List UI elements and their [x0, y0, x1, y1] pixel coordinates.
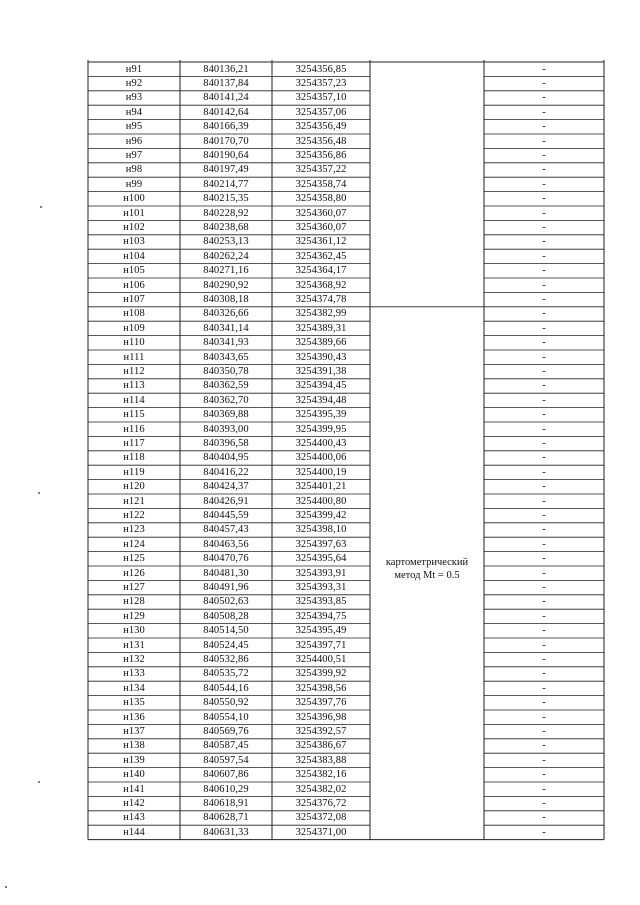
point-id: н138	[123, 740, 145, 752]
point-id: н93	[125, 92, 143, 104]
coord-y: 3254382,02	[295, 783, 347, 795]
error-value: -	[542, 409, 546, 421]
coord-x: 840610,29	[203, 783, 249, 795]
point-id: н120	[123, 481, 145, 493]
point-id: н122	[123, 509, 145, 521]
coord-x: 840554,10	[203, 711, 249, 723]
coord-y: 3254358,80	[295, 193, 347, 205]
coord-y: 3254393,91	[295, 567, 347, 579]
coord-x: 840190,64	[203, 149, 249, 161]
coord-x: 840470,76	[203, 553, 249, 565]
coord-y: 3254393,85	[295, 596, 347, 608]
coord-y: 3254394,45	[295, 380, 347, 392]
error-value: -	[542, 106, 546, 118]
coord-y: 3254382,16	[295, 769, 347, 781]
coord-y: 3254399,42	[295, 509, 347, 521]
error-value: -	[542, 250, 546, 262]
error-value: -	[542, 610, 546, 622]
error-value: -	[542, 567, 546, 579]
point-id: н115	[123, 409, 145, 421]
coord-y: 3254360,07	[295, 207, 347, 219]
coord-y: 3254356,85	[295, 63, 347, 75]
coord-x: 840369,88	[203, 409, 249, 421]
point-id: н100	[123, 193, 145, 205]
coord-y: 3254395,39	[295, 409, 347, 421]
coord-y: 3254394,48	[295, 394, 347, 406]
coord-x: 840362,59	[203, 380, 249, 392]
point-id: н112	[123, 365, 145, 377]
method-line-1: картометрический	[385, 557, 469, 568]
coord-y: 3254357,10	[295, 92, 347, 104]
coord-y: 3254395,64	[295, 553, 347, 565]
point-id: н125	[123, 553, 145, 565]
point-id: н92	[125, 77, 143, 89]
error-value: -	[542, 668, 546, 680]
error-value: -	[542, 783, 546, 795]
error-value: -	[542, 236, 546, 248]
coord-y: 3254397,63	[295, 538, 347, 550]
coord-y: 3254394,75	[295, 610, 347, 622]
point-id: н110	[123, 337, 145, 349]
error-value: -	[542, 581, 546, 593]
point-id: н132	[123, 653, 145, 665]
coord-y: 3254364,17	[295, 265, 347, 277]
coord-y: 3254357,23	[295, 77, 347, 89]
error-value: -	[542, 178, 546, 190]
scan-speck	[40, 206, 42, 208]
scan-speck	[5, 886, 7, 888]
coord-x: 840491,96	[203, 581, 249, 593]
point-id: н123	[123, 524, 145, 536]
coord-x: 840238,68	[203, 221, 249, 233]
point-id: н137	[123, 725, 145, 737]
point-id: н104	[123, 250, 145, 262]
point-id: н135	[123, 697, 145, 709]
error-value: -	[542, 207, 546, 219]
error-value: -	[542, 279, 546, 291]
coord-x: 840362,70	[203, 394, 249, 406]
coord-y: 3254368,92	[295, 279, 347, 291]
error-value: -	[542, 797, 546, 809]
coord-x: 840215,35	[203, 193, 249, 205]
error-value: -	[542, 221, 546, 233]
error-value: -	[542, 265, 546, 277]
point-id: н141	[123, 783, 145, 795]
error-value: -	[542, 293, 546, 305]
coord-y: 3254399,92	[295, 668, 347, 680]
error-value: -	[542, 481, 546, 493]
coord-y: 3254400,80	[295, 495, 347, 507]
error-value: -	[542, 337, 546, 349]
coord-x: 840445,59	[203, 509, 249, 521]
point-id: н113	[123, 380, 145, 392]
point-id: н109	[123, 322, 145, 334]
point-id: н127	[123, 581, 145, 593]
point-id: н106	[123, 279, 145, 291]
point-id: н111	[123, 351, 145, 363]
coord-x: 840308,18	[203, 293, 249, 305]
point-id: н101	[123, 207, 145, 219]
point-id: н99	[125, 178, 143, 190]
error-value: -	[542, 437, 546, 449]
error-value: -	[542, 365, 546, 377]
error-value: -	[542, 769, 546, 781]
point-id: н98	[125, 164, 143, 176]
coord-x: 840550,92	[203, 697, 249, 709]
method-note	[370, 556, 484, 582]
error-value: -	[542, 725, 546, 737]
coord-x: 840290,92	[203, 279, 249, 291]
coord-x: 840569,76	[203, 725, 249, 737]
error-value: -	[542, 77, 546, 89]
error-value: -	[542, 524, 546, 536]
coord-x: 840416,22	[203, 466, 249, 478]
coord-x: 840532,86	[203, 653, 249, 665]
point-id: н128	[123, 596, 145, 608]
coord-y: 3254382,99	[295, 308, 347, 320]
coord-x: 840343,65	[203, 351, 249, 363]
coord-y: 3254393,31	[295, 581, 347, 593]
coord-y: 3254371,00	[295, 826, 347, 838]
point-id: н114	[123, 394, 145, 406]
point-id: н144	[123, 826, 145, 838]
error-value: -	[542, 466, 546, 478]
point-id: н96	[125, 135, 143, 147]
scan-speck	[38, 492, 40, 494]
coord-x: 840514,50	[203, 625, 249, 637]
error-value: -	[542, 380, 546, 392]
coord-x: 840253,13	[203, 236, 249, 248]
coord-x: 840535,72	[203, 668, 249, 680]
error-value: -	[542, 322, 546, 334]
coord-y: 3254396,98	[295, 711, 347, 723]
coord-x: 840326,66	[203, 308, 249, 320]
error-value: -	[542, 423, 546, 435]
coord-y: 3254401,21	[295, 481, 347, 493]
error-value: -	[542, 394, 546, 406]
error-value: -	[542, 553, 546, 565]
coord-y: 3254356,49	[295, 121, 347, 133]
coord-y: 3254358,74	[295, 178, 347, 190]
error-value: -	[542, 625, 546, 637]
coord-x: 840404,95	[203, 452, 249, 464]
coord-y: 3254398,10	[295, 524, 347, 536]
error-value: -	[542, 639, 546, 651]
coord-x: 840426,91	[203, 495, 249, 507]
point-id: н143	[123, 812, 145, 824]
error-value: -	[542, 63, 546, 75]
error-value: -	[542, 509, 546, 521]
coord-x: 840393,00	[203, 423, 249, 435]
coord-x: 840137,84	[203, 77, 249, 89]
point-id: н97	[125, 149, 143, 161]
coord-x: 840618,91	[203, 797, 249, 809]
error-value: -	[542, 149, 546, 161]
coord-y: 3254360,07	[295, 221, 347, 233]
error-value: -	[542, 135, 546, 147]
coord-x: 840631,33	[203, 826, 249, 838]
coord-y: 3254397,76	[295, 697, 347, 709]
error-value: -	[542, 308, 546, 320]
coord-y: 3254398,56	[295, 682, 347, 694]
coord-y: 3254389,66	[295, 337, 347, 349]
coord-y: 3254390,43	[295, 351, 347, 363]
point-id: н105	[123, 265, 145, 277]
scan-speck	[38, 781, 40, 783]
error-value: -	[542, 826, 546, 838]
coord-y: 3254386,67	[295, 740, 347, 752]
coord-x: 840463,56	[203, 538, 249, 550]
error-value: -	[542, 653, 546, 665]
error-value: -	[542, 711, 546, 723]
coord-x: 840597,54	[203, 754, 249, 766]
error-value: -	[542, 121, 546, 133]
method-line-2: метод Mt = 0.5	[394, 570, 460, 581]
error-value: -	[542, 92, 546, 104]
error-value: -	[542, 452, 546, 464]
coord-x: 840228,92	[203, 207, 249, 219]
coord-x: 840607,86	[203, 769, 249, 781]
point-id: н139	[123, 754, 145, 766]
coord-y: 3254397,71	[295, 639, 347, 651]
coord-x: 840628,71	[203, 812, 249, 824]
coord-x: 840341,14	[203, 322, 249, 334]
point-id: н102	[123, 221, 145, 233]
coord-y: 3254356,86	[295, 149, 347, 161]
coord-y: 3254395,49	[295, 625, 347, 637]
point-id: н121	[123, 495, 145, 507]
point-id: н103	[123, 236, 145, 248]
coord-x: 840142,64	[203, 106, 249, 118]
coord-x: 840457,43	[203, 524, 249, 536]
error-value: -	[542, 193, 546, 205]
coord-y: 3254399,95	[295, 423, 347, 435]
coord-x: 840141,24	[203, 92, 249, 104]
point-id: н91	[125, 63, 143, 75]
coord-x: 840136,21	[203, 63, 249, 75]
coord-y: 3254372,08	[295, 812, 347, 824]
coord-y: 3254400,43	[295, 437, 347, 449]
error-value: -	[542, 351, 546, 363]
point-id: н130	[123, 625, 145, 637]
point-id: н124	[123, 538, 145, 550]
error-value: -	[542, 812, 546, 824]
coord-x: 840508,28	[203, 610, 249, 622]
coord-x: 840587,45	[203, 740, 249, 752]
coord-x: 840166,39	[203, 121, 249, 133]
coord-y: 3254383,88	[295, 754, 347, 766]
point-id: н95	[125, 121, 143, 133]
coord-y: 3254362,45	[295, 250, 347, 262]
point-id: н116	[123, 423, 145, 435]
point-id: н107	[123, 293, 145, 305]
coord-x: 840262,24	[203, 250, 249, 262]
point-id: н117	[123, 437, 145, 449]
point-id: н131	[123, 639, 145, 651]
coord-x: 840396,58	[203, 437, 249, 449]
coord-y: 3254400,06	[295, 452, 347, 464]
coord-x: 840502,63	[203, 596, 249, 608]
error-value: -	[542, 538, 546, 550]
coord-x: 840350,78	[203, 365, 249, 377]
point-id: н118	[123, 452, 145, 464]
coord-y: 3254376,72	[295, 797, 347, 809]
coord-x: 840214,77	[203, 178, 249, 190]
coord-y: 3254400,19	[295, 466, 347, 478]
point-id: н129	[123, 610, 145, 622]
point-id: н136	[123, 711, 145, 723]
error-value: -	[542, 740, 546, 752]
error-value: -	[542, 754, 546, 766]
coord-x: 840524,45	[203, 639, 249, 651]
coord-y: 3254357,22	[295, 164, 347, 176]
error-value: -	[542, 682, 546, 694]
coord-x: 840341,93	[203, 337, 249, 349]
point-id: н119	[123, 466, 145, 478]
coord-x: 840424,37	[203, 481, 249, 493]
point-id: н134	[123, 682, 145, 694]
coord-x: 840197,49	[203, 164, 249, 176]
coord-x: 840271,16	[203, 265, 249, 277]
coord-y: 3254357,06	[295, 106, 347, 118]
coord-y: 3254356,48	[295, 135, 347, 147]
point-id: н126	[123, 567, 145, 579]
point-id: н108	[123, 308, 145, 320]
coord-x: 840481,30	[203, 567, 249, 579]
coord-y: 3254391,38	[295, 365, 347, 377]
coord-y: 3254389,31	[295, 322, 347, 334]
coord-y: 3254361,12	[295, 236, 347, 248]
coord-y: 3254400,51	[295, 653, 347, 665]
point-id: н94	[125, 106, 143, 118]
error-value: -	[542, 164, 546, 176]
point-id: н133	[123, 668, 145, 680]
error-value: -	[542, 697, 546, 709]
coord-y: 3254374,78	[295, 293, 347, 305]
point-id: н140	[123, 769, 145, 781]
point-id: н142	[123, 797, 145, 809]
coord-x: 840544,16	[203, 682, 249, 694]
error-value: -	[542, 596, 546, 608]
coord-x: 840170,70	[203, 135, 249, 147]
error-value: -	[542, 495, 546, 507]
coord-y: 3254392,57	[295, 725, 347, 737]
